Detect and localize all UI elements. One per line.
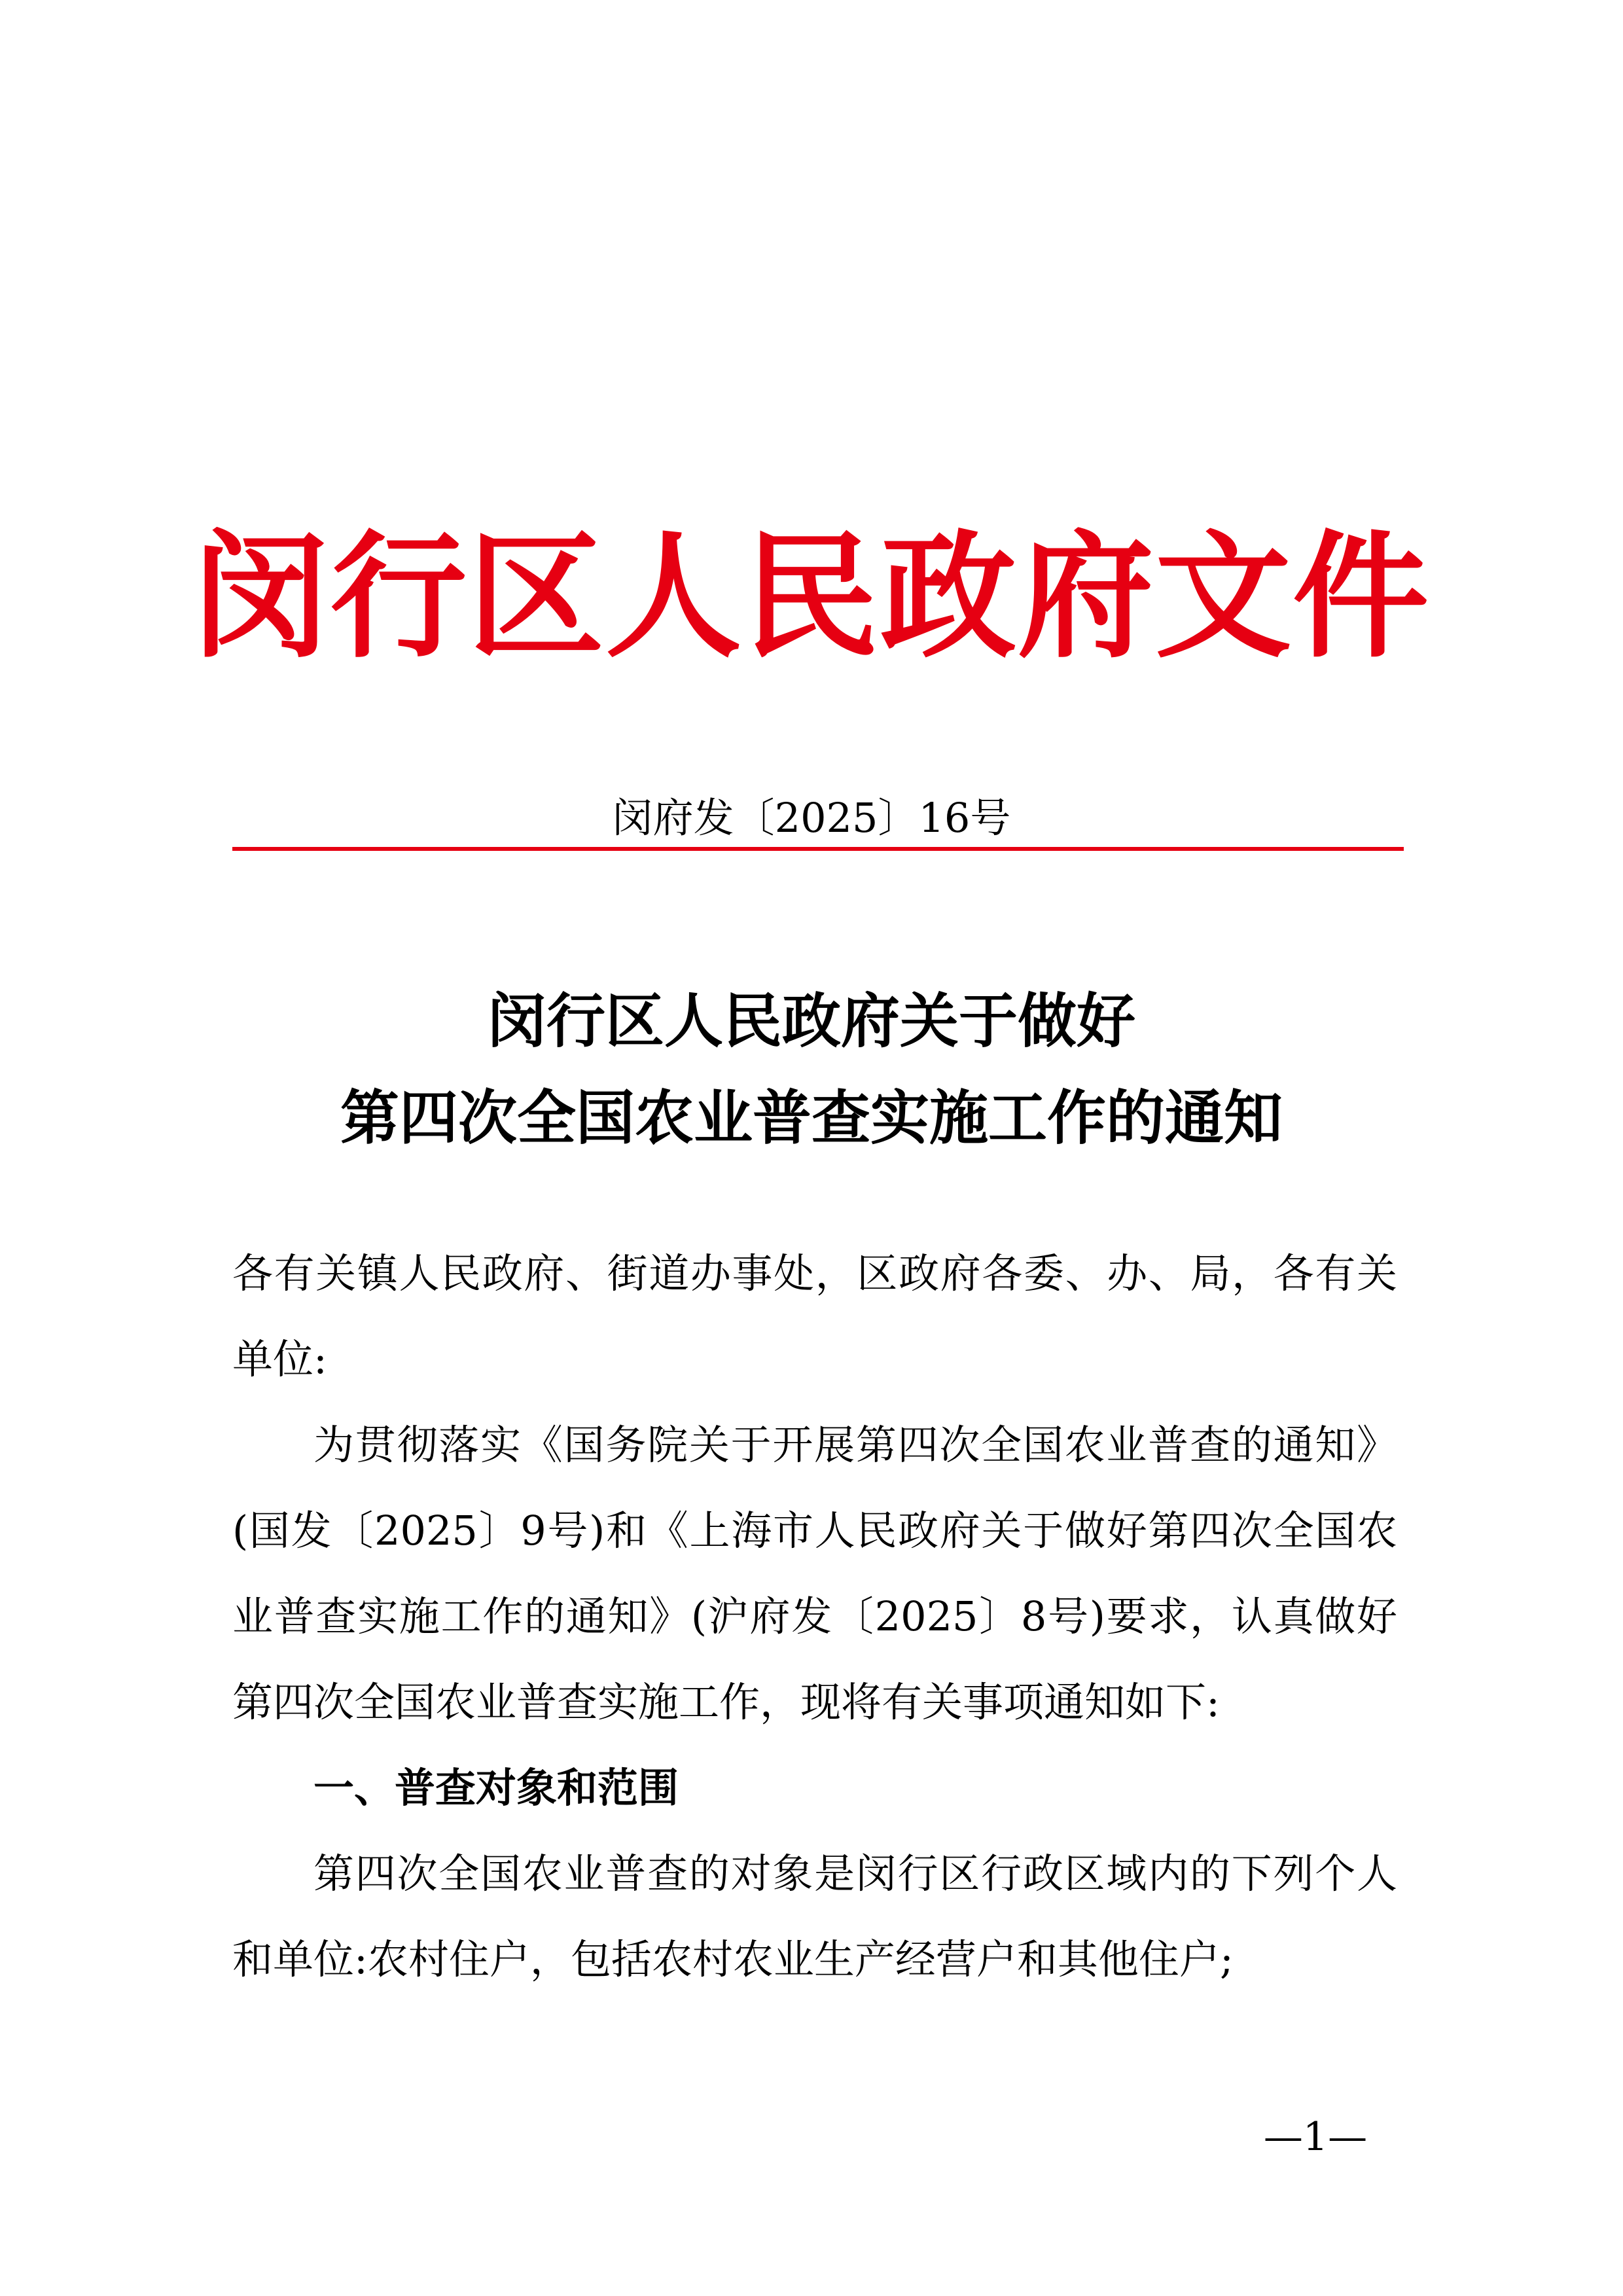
document-title-line-1: 闵行区人民政府关于做好	[488, 986, 1135, 1056]
section-paragraph: 第四次全国农业普查的对象是闵行区行政区域内的下列个人和单位:农村住户，包括农村农业生产经营户和其他住户;	[232, 1850, 1397, 1983]
page-number: —1—	[1263, 2114, 1368, 2160]
addressee-paragraph: 各有关镇人民政府、街道办事处，区政府各委、办、局，各有关单位:	[232, 1249, 1397, 1383]
document-number: 闵府发〔2025〕16号	[612, 794, 1011, 842]
masthead: 闵行区人民政府文件	[193, 517, 1430, 677]
document-body	[232, 1230, 1397, 2002]
intro-paragraph: 为贯彻落实《国务院关于开展第四次全国农业普查的通知》(国发〔2025〕9号)和《上海市人民政府关于做好第四次全国农业普查实施工作的通知》(沪府发〔2025〕8号)要求，认真做好第四次全国农业普查实施工作，现将有关事项通知如下:	[232, 1421, 1397, 1726]
red-separator-line	[232, 847, 1404, 851]
section-heading: 一、普查对象和范围	[313, 1764, 679, 1812]
document-title-line-2: 第四次全国农业普查实施工作的通知	[340, 1083, 1283, 1153]
